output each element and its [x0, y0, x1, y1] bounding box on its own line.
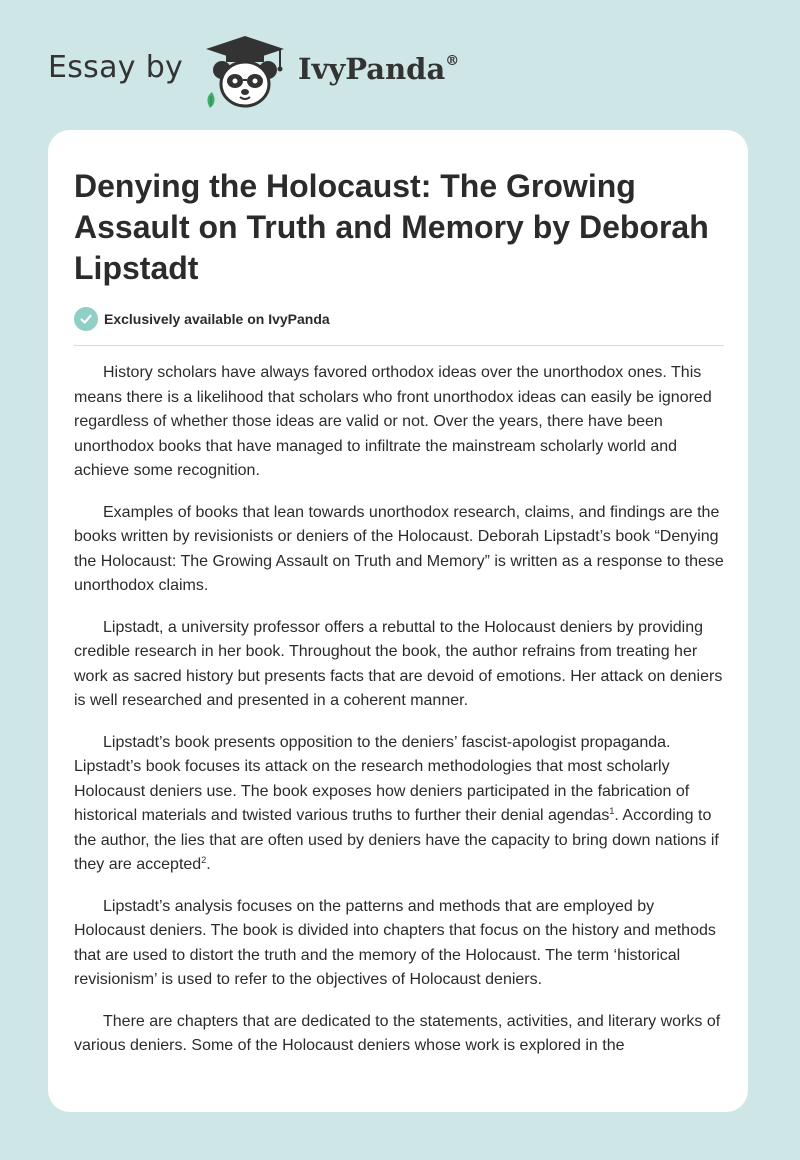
paragraph-4-part-2: . According to the author, the lies that are often used by deniers have the capacity to bring down nations if they are accepted [74, 807, 719, 873]
paragraph-1: History scholars have always favored orthodox ideas over the unorthodox ones. This means there is a likelihood that scholars who front unorthodox ideas can easily be ignored regardless of whether those ideas are valid or not. Over the years, there have been unorthodox books that have managed to infiltrate the mainstream scholarly world and achieve some recognition. [74, 364, 712, 479]
site-header [48, 30, 748, 110]
essay-body [74, 361, 724, 1076]
brand-text: IvyPanda [298, 52, 446, 86]
brand-name[interactable] [298, 52, 459, 86]
essay-card [48, 130, 748, 1112]
divider [74, 345, 724, 346]
paragraph-4-part-3: . [206, 856, 211, 873]
paragraph-2: Examples of books that lean towards unorthodox research, claims, and findings are the books written by revisionists or deniers of the Holocaust. Deborah Lipstadt’s book “Denying the Holocaust: The Growing Assault on Truth and Memory” is written as a response to these unorthodox claims. [74, 503, 724, 594]
paragraph-4-part-1: Lipstadt’s book presents opposition to the deniers’ fascist-apologist propaganda. Lipstadt’s book focuses its attack on the research methodologies that most scholarly Holocaust deniers use. The book exposes how deniers participated in the fabrication of historical materials and twisted various truths to further their denial agendas [74, 733, 690, 824]
exclusive-badge [74, 306, 330, 332]
panda-graduate-icon[interactable] [200, 34, 290, 110]
paragraph-3: Lipstadt, a university professor offers a rebuttal to the Holocaust deniers by providing credible research in her book. Throughout the book, the author refrains from treating her work as sacred history but presents facts that are devoid of emotions. Her attack on deniers is well researched and presented in a coherent manner. [74, 618, 723, 709]
footnote-ref-1[interactable]: 1 [609, 806, 615, 816]
essay-by-label: Essay by [48, 50, 184, 85]
paragraph-5: Lipstadt’s analysis focuses on the patterns and methods that are employed by Holocaust deniers. The book is divided into chapters that focus on the history and methods that are used to distort the truth and the memory of the Holocaust. The term ‘historical revisionism’ is used to refer to the objectives of Holocaust deniers. [74, 897, 716, 988]
registered-mark: ® [445, 53, 460, 69]
paragraph-4 [74, 731, 724, 878]
exclusive-badge-text: Exclusively available on IvyPanda [104, 311, 330, 327]
essay-title: Denying the Holocaust: The Growing Assault on Truth and Memory by Deborah Lipstadt [74, 168, 709, 286]
paragraph-6: There are chapters that are dedicated to the statements, activities, and literary works of various deniers. Some of the Holocaust deniers whose work is explored in the [74, 1012, 721, 1054]
footnote-ref-2[interactable]: 2 [201, 855, 207, 865]
check-circle-icon [74, 307, 98, 331]
